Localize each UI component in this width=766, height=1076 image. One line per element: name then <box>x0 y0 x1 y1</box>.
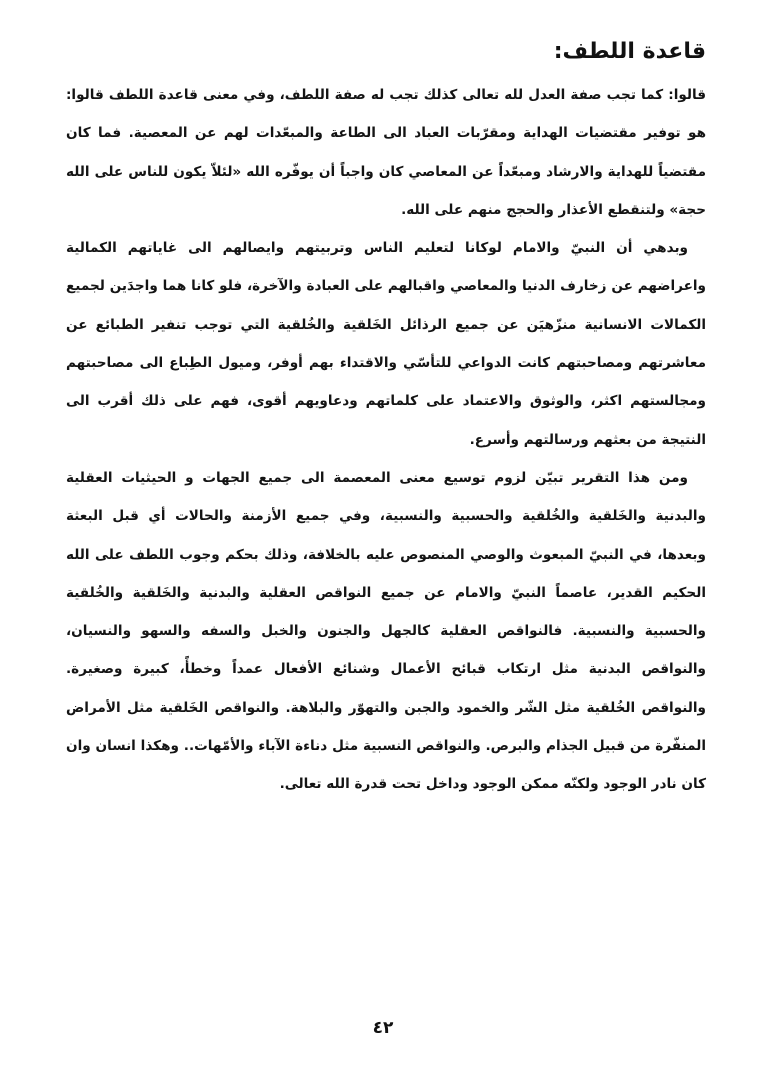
section-heading: قاعدة اللطف: <box>553 39 706 64</box>
page-number: ٤٢ <box>372 1018 394 1038</box>
paragraph-lutf-definition: قالوا: كما تجب صفة العدل لله تعالى كذلك تجب له صفة اللطف، وفي معنى قاعدة اللطف قالوا: هو توفير مقتضيات الهداية ومقرّبات العباد الى الطاعة والمبعّدات لهم عن المعصية. فما كان مقتضياً للهداية والارشاد ومبعّداً عن المعاصي كان واجباً أن يوفّره الله «لئلاّ يكون للناس على الله حجة» ولتنقطع الأعذار والحجج منهم على الله. <box>66 87 706 218</box>
body-text <box>66 30 706 804</box>
paragraph-prophet-imam: وبدهي أن النبيّ والامام لوكانا لتعليم الناس وتربيتهم وايصالهم الى غاياتهم الكمالية واعراضهم عن زخارف الدنيا والمعاصي واقبالهم على العبادة والآخرة، فلو كانا هما واجدَين لجميع الكمالات الانسانية منزّهيَن عن جميع الرذائل الخَلقية والخُلقية التي توجب تنفير الطبائع عن معاشرتهم ومصاحبتهم كانت الدواعي للتأسّي والاقتداء بهم أوفر، وميول الطِباع الى مصاحبتهم ومجالستهم اكثر، والوثوق والاعتماد على كلماتهم ودعاويهم أقوى، فهم على ذلك أقرب الى النتيجة من بعثهم ورسالتهم وأسرع. <box>66 240 706 448</box>
paragraph-infallibility-scope: ومن هذا التقرير تبيّن لزوم توسيع معنى المعصمة الى جميع الجهات و الحيثيات العقلية والبدنية والخَلقية والخُلقية والحسبية والنسبية، وفي جميع الأزمنة والحالات أي قبل البعثة وبعدها، في النبيّ المبعوث والوصي المنصوص عليه بالخلافة، وذلك بحكم وجوب اللطف على الله الحكيم القدير، عاصماً النبيّ والامام عن جميع النواقص العقلية والبدنية والخَلقية والخُلقية والحسبية والنسبية. فالنواقص العقلية كالجهل والجنون والخبل والسفه والسهو والنسيان، والنواقص البدنية مثل ارتكاب قبائح الأعمال وشنائع الأفعال عمداً وخطأً، كبيرة وصغيرة. والنواقص الخُلقية مثل الشّر والخمود والجبن والتهوّر والبلاهة. والنواقص الخَلقية مثل الأمراض المنفّرة من قبيل الجذام والبرص. والنواقص النسبية مثل دناءة الآباء والأمّهات.. وهكذا انسان وان كان نادر الوجود ولكنّه ممكن الوجود وداخل تحت قدرة الله تعالى. <box>66 469 706 793</box>
